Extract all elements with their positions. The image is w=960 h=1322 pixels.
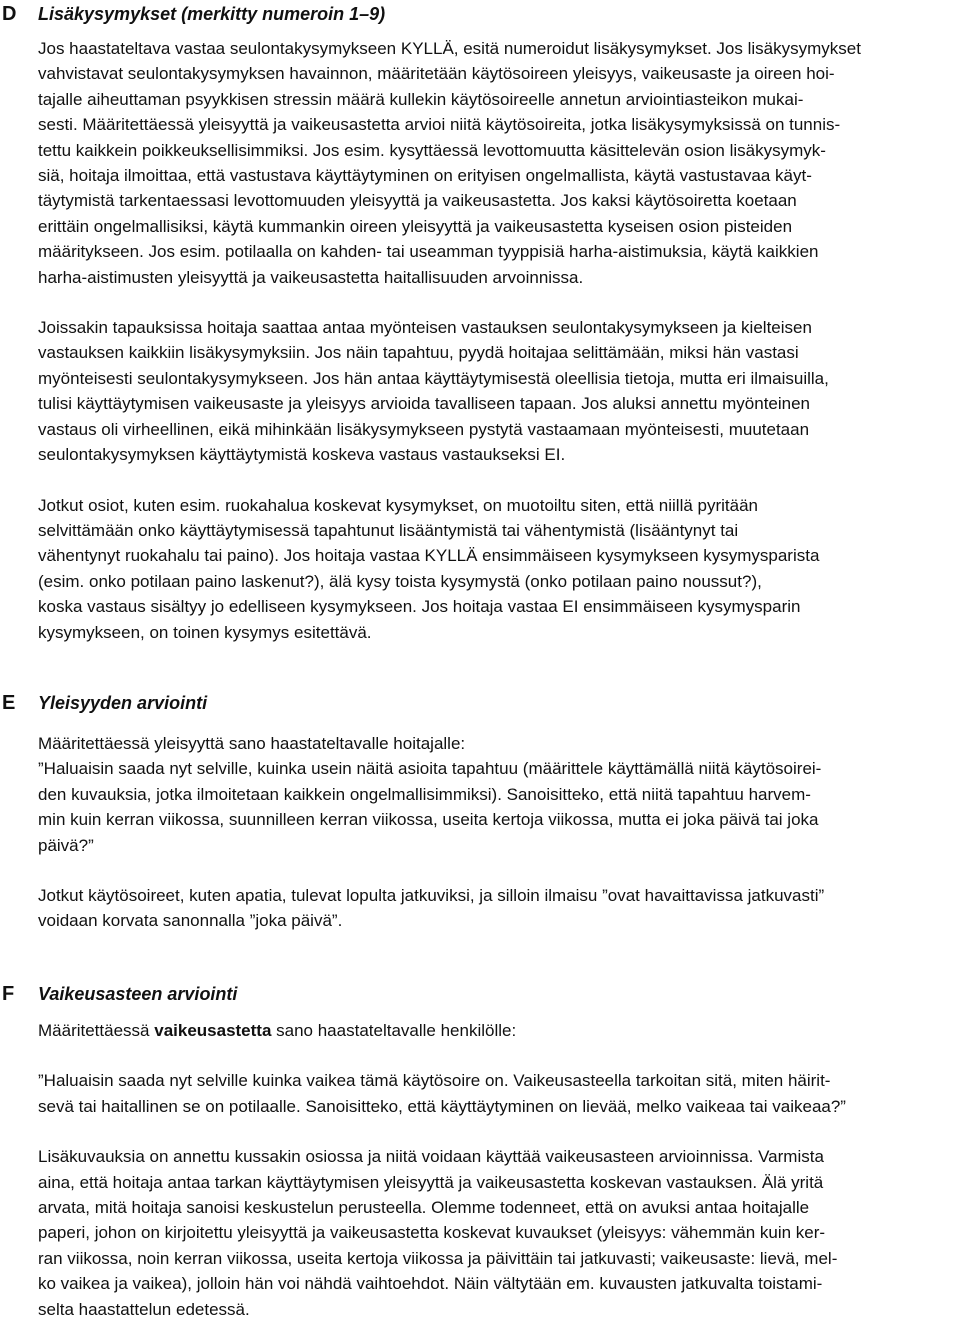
text-line: vahvistavat seulontakysymyksen havainnon, määritetään käytösoireen yleisyys, vaikeusaste ja oireen hoi-	[38, 64, 835, 84]
text-line: tulisi käyttäytymisen vaikeusaste ja yleisyys arvioida tavalliseen tapaan. Jos aluksi annettu myönteinen	[38, 394, 811, 414]
text-line: Jos haastateltava vastaa seulontakysymykseen KYLLÄ, esitä numeroidut lisäkysymykset. Jos lisäkysymykset	[38, 39, 861, 58]
paragraph	[38, 883, 954, 934]
text-line: määritykseen. Jos esim. potilaalla on kahden- tai useamman tyyppisiä harha-aistimuksia, käytä kaikkien	[38, 242, 819, 262]
text-line: Joissakin tapauksissa hoitaja saattaa antaa myönteisen vastauksen seulontakysymykseen ja kielteisen	[38, 318, 812, 338]
intro-prefix: Määritettäessä	[38, 1021, 155, 1040]
text-line: tajalle aiheuttaman psyykkisen stressin määrä kullekin käytösoireelle annetun arviointiasteikon mukai-	[38, 89, 804, 109]
paragraph	[38, 315, 954, 467]
text-line: koska vastaus sisältyy jo edelliseen kysymykseen. Jos hoitaja vastaa EI ensimmäiseen kysymysparin	[38, 597, 801, 617]
paragraph	[38, 1144, 954, 1322]
text-line: paperi, johon on kirjoitettu yleisyyttä ja vaikeusastetta koskevat kuvaukset (yleisyys: vähemmän kuin ker-	[38, 1223, 826, 1243]
text-line: siä, hoitaja ilmoittaa, että vastustava käyttäytyminen on erityisen ongelmallista, käytä vastustavaa käyt-	[38, 166, 812, 186]
text-line: Jotkut osiot, kuten esim. ruokahalua koskevat kysymykset, on muotoiltu siten, että niillä pyritään	[38, 495, 759, 515]
text-line: tettu kaikkein poikkeuksellisimmiksi. Jos esim. kysyttäessä levottomuutta käsittelevän osion lisäkysymyk-	[38, 140, 826, 160]
text-line: Määritettäessä yleisyyttä sano haastateltavalle hoitajalle:	[38, 734, 466, 753]
section-letter: D	[2, 3, 17, 25]
text-line: selvittämään onko käyttäytymisessä tapahtunut lisääntymistä tai vähentymistä (lisääntynyt tai	[38, 520, 739, 540]
text-line: harha-aistimusten yleisyyttä ja vaikeusastetta haitallisuuden arvoinnissa.	[38, 267, 584, 287]
text-line: kysymykseen, on toinen kysymys esitettävä.	[38, 622, 372, 642]
text-line: täytymistä tarkentaessasi levottomuuden yleisyyttä ja vaikeusastetta. Jos kaksi käytösoiretta koetaan	[38, 191, 797, 211]
text-line: myönteisesti seulontakysymykseen. Jos hän antaa käyttäytymisestä oleellisia tietoja, mutta eri ilmaisuilla,	[38, 368, 829, 388]
section-body	[38, 1018, 954, 1322]
text-line: arvata, mitä hoitaja sanoisi keskustelun perusteella. Olemme todenneet, että on avuksi antaa hoitajalle	[38, 1198, 810, 1218]
text-line: päivä?”	[38, 835, 94, 855]
paragraph	[38, 1018, 954, 1043]
text-line: sesti. Määritettäessä yleisyyttä ja vaikeusastetta arvioi niitä käytösoireita, jotka lisäkysymyksissä on tunnis-	[38, 115, 841, 135]
text-line: ran viikossa, noin kerran viikossa, useita kertoja viikossa ja päivittäin tai jatkuvasti; vaikeusaste: lievä, mel-	[38, 1248, 838, 1268]
section-body	[38, 36, 954, 645]
paragraph	[38, 1068, 954, 1119]
text-line: seulontakysymyksen käyttäytymistä koskeva vastaus vastaukseksi EI.	[38, 445, 566, 465]
text-line: ”Haluaisin saada nyt selville kuinka vaikea tämä käytösoire on. Vaikeusasteella tarkoitan sitä, miten häirit-	[38, 1071, 831, 1091]
text-line: ko vaikea ja vaikea), jolloin hän voi nähdä vaihtoehdot. Näin vältytään em. kuvausten jatkuvalta toistami-	[38, 1274, 823, 1294]
paragraph	[38, 731, 954, 858]
text-line	[38, 1018, 954, 1043]
text-line: den kuvauksia, jotka ilmoitetaan kaikkein ongelmallisimmiksi). Sanoisitteko, että niitä tapahtuu harvem-	[38, 784, 811, 804]
text-line: aina, että hoitaja antaa tarkan käyttäytymisen yleisyyttä ja vaikeusastetta koskevan vastauksen. Älä yritä	[38, 1172, 824, 1192]
text-line: erittäin ongelmallisiksi, käytä kummankin oireen yleisyyttä ja vaikeusastetta kyseisen osion pisteiden	[38, 216, 793, 236]
section-body	[38, 731, 954, 934]
intro-bold-term: vaikeusastetta	[154, 1021, 272, 1040]
section-letter: F	[2, 983, 15, 1005]
paragraph	[38, 493, 954, 645]
text-line: ”Haluaisin saada nyt selville, kuinka usein näitä asioita tapahtuu (määrittele käyttämällä niitä käytösoirei-	[38, 759, 822, 779]
text-line: min kuin kerran viikossa, suunnilleen kerran viikossa, useita kertoja viikossa, mutta ei joka päivä tai joka	[38, 810, 819, 830]
section-title: Yleisyyden arviointi	[38, 693, 208, 713]
text-line: Jotkut käytösoireet, kuten apatia, tulevat lopulta jatkuviksi, ja silloin ilmaisu ”ovat havaittavissa jatkuvasti”	[38, 886, 825, 906]
section-title: Lisäkysymykset (merkitty numeroin 1–9)	[38, 4, 386, 24]
text-line: selta haastattelun edetessä.	[38, 1299, 250, 1319]
text-line: (esim. onko potilaan paino laskenut?), älä kysy toista kysymystä (onko potilaan paino noussut?),	[38, 571, 762, 591]
section-letter: E	[2, 692, 16, 714]
text-line: vähentynyt ruokahalu tai paino). Jos hoitaja vastaa KYLLÄ ensimmäiseen kysymykseen kysymysparista	[38, 546, 820, 566]
intro-suffix: sano haastateltavalle henkilölle:	[271, 1021, 517, 1040]
text-line: voidaan korvata sanonnalla ”joka päivä”.	[38, 911, 343, 931]
text-line: vastauksen kaikkiin lisäkysymyksiin. Jos näin tapahtuu, pyydä hoitajaa selittämään, miksi hän vastasi	[38, 343, 799, 363]
text-line: sevä tai haitallinen se on potilaalle. Sanoisitteko, että käyttäytyminen on lievää, melko vaikeaa tai vaikeaa?”	[38, 1096, 846, 1116]
text-line: vastaus oli virheellinen, eikä mihinkään lisäkysymykseen pystytä vastaamaan myönteisesti, muutetaan	[38, 419, 810, 439]
paragraph	[38, 36, 954, 290]
text-line: Lisäkuvauksia on annettu kussakin osiossa ja niitä voidaan käyttää vaikeusasteen arvioinnissa. Varmista	[38, 1147, 824, 1167]
section-title: Vaikeusasteen arviointi	[38, 984, 238, 1004]
